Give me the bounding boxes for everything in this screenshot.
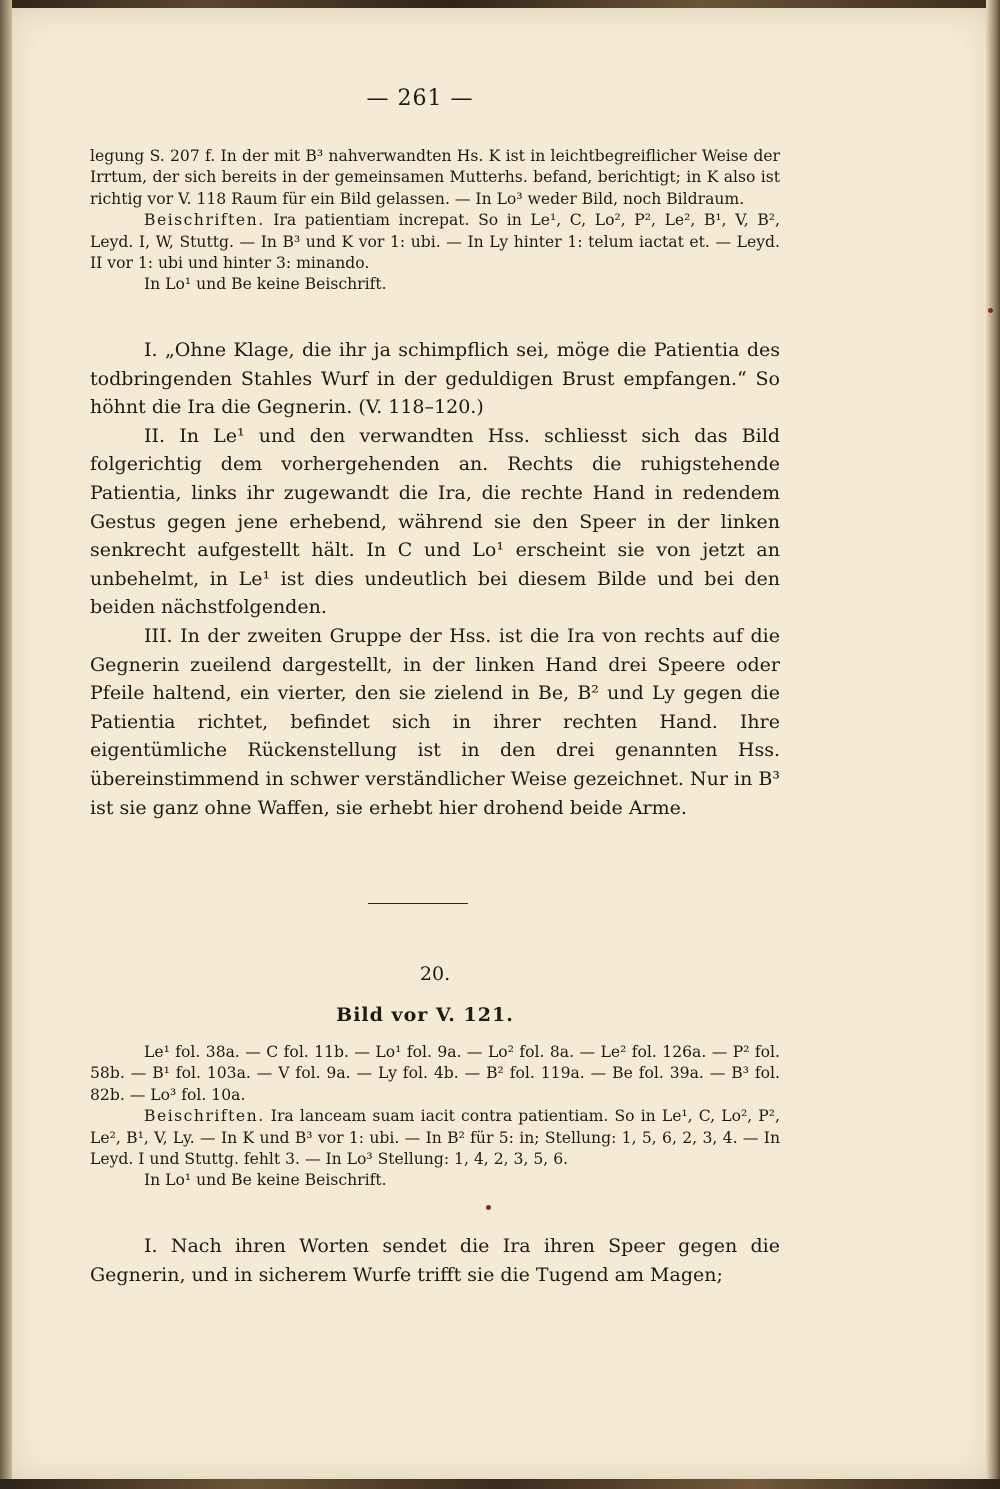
paragraph-III: III. In der zweiten Gruppe der Hss. ist die Ira von rechts auf die Gegnerin zueilend dargestellt, in der linken Hand drei Speere oder Pfeile haltend, ein vierter, den sie zielend in Be, B² und Ly gegen die Patientia richtet, befindet sich in ihrer rechten Hand. Ihre eigentümliche Rückenstellung ist in den drei genannten Hss. übereinstimmend in schwer verständlicher Weise gezeichnet. Nur in B³ ist sie ganz ohne Waffen, sie erhebt hier drohend beide Arme.: [90, 624, 780, 819]
ink-speck: [486, 1205, 491, 1210]
footnote-paragraph-1: legung S. 207 f. In der mit B³ nahverwandten Hs. K ist in leichtbegreiflicher Weise der Irrtum, der sich bereits in der gemeinsamen Mutterhs. befand, berichtigt; in K also ist richtig vor V. 118 Raum für ein Bild gelassen. — In Lo³ weder Bild, noch Bildraum.: [90, 147, 780, 208]
paragraph-II: II. In Le¹ und den verwandten Hss. schliesst sich das Bild folgerichtig dem vorhergehenden an. Rechts die ruhigstehende Patientia, links ihr zugewandt die Ira, die rechte Hand in redendem Gestus gegen jene erhebend, während sie den Speer in der linken senkrecht aufgestellt hält. In C und Lo¹ erscheint sie von jetzt an unbehelmt, in Le¹ ist dies undeutlich bei diesem Bilde und bei den beiden nächstfolgenden.: [90, 424, 780, 619]
footnote-block-top: [90, 146, 780, 296]
book-fore-edge: [986, 0, 1000, 1489]
beischriften-text-top: Ira patientiam increpat. So in Le¹, C, Lo², P², Le², B¹, V, B², Leyd. I, W, Stuttg. — In B³ und K vor 1: ubi. — In Ly hinter 1: telum iactat et. — Leyd. II vor 1: ubi und hinter 3: minando.: [90, 211, 780, 273]
book-gutter-edge: [0, 0, 12, 1489]
book-bottom-edge: [0, 1479, 1000, 1489]
final-text-block: [90, 1232, 780, 1289]
folio-list: Le¹ fol. 38a. — C fol. 11b. — Lo¹ fol. 9a. — Lo² fol. 8a. — Le² fol. 126a. — P² fol. 58b. — B¹ fol. 103a. — V fol. 9a. — Ly fol. 4b. — B² fol. 119a. — Be fol. 39a. — B³ fol. 82b. — Lo³ fol. 10a.: [90, 1043, 780, 1104]
beischriften-paragraph-top: [90, 210, 780, 274]
footnote-paragraph-3: In Lo¹ und Be keine Beischrift.: [144, 275, 387, 294]
page-number: — 261 —: [366, 86, 474, 111]
paragraph-final-I: I. Nach ihren Worten sendet die Ira ihren Speer gegen die Gegnerin, und in sicherem Wurfe trifft sie die Tugend am Magen;: [90, 1235, 780, 1286]
main-text-block: [90, 336, 780, 822]
beischriften-text-section: Ira lanceam suam iacit contra patientiam. So in Le¹, C, Lo², P², Le², B¹, V, Ly. — In K und B³ vor 1: ubi. — In B² für 5: in; Stellung: 1, 5, 6, 2, 3, 4. — In Leyd. I und Stuttg. fehlt 3. — In Lo³ Stellung: 1, 4, 2, 3, 5, 6.: [90, 1107, 780, 1169]
beischriften-paragraph-section: [90, 1106, 780, 1170]
book-top-edge: [0, 0, 1000, 8]
paragraph-I: I. „Ohne Klage, die ihr ja schimpflich sei, möge die Patientia des todbringenden Stahles Wurf in der geduldigen Brust empfangen.“ So höhnt die Ira die Gegnerin. (V. 118–120.): [90, 339, 780, 419]
footnote-block-section: [90, 1042, 780, 1192]
section-title: Bild vor V. 121.: [336, 1004, 514, 1026]
beischriften-label-top: Beischriften.: [144, 211, 265, 230]
section-divider: [368, 903, 468, 904]
no-beischrift-note: In Lo¹ und Be keine Beischrift.: [144, 1171, 387, 1190]
beischriften-label-section: Beischriften.: [144, 1107, 265, 1126]
edge-mark: [988, 308, 993, 313]
section-number: 20.: [419, 963, 451, 985]
